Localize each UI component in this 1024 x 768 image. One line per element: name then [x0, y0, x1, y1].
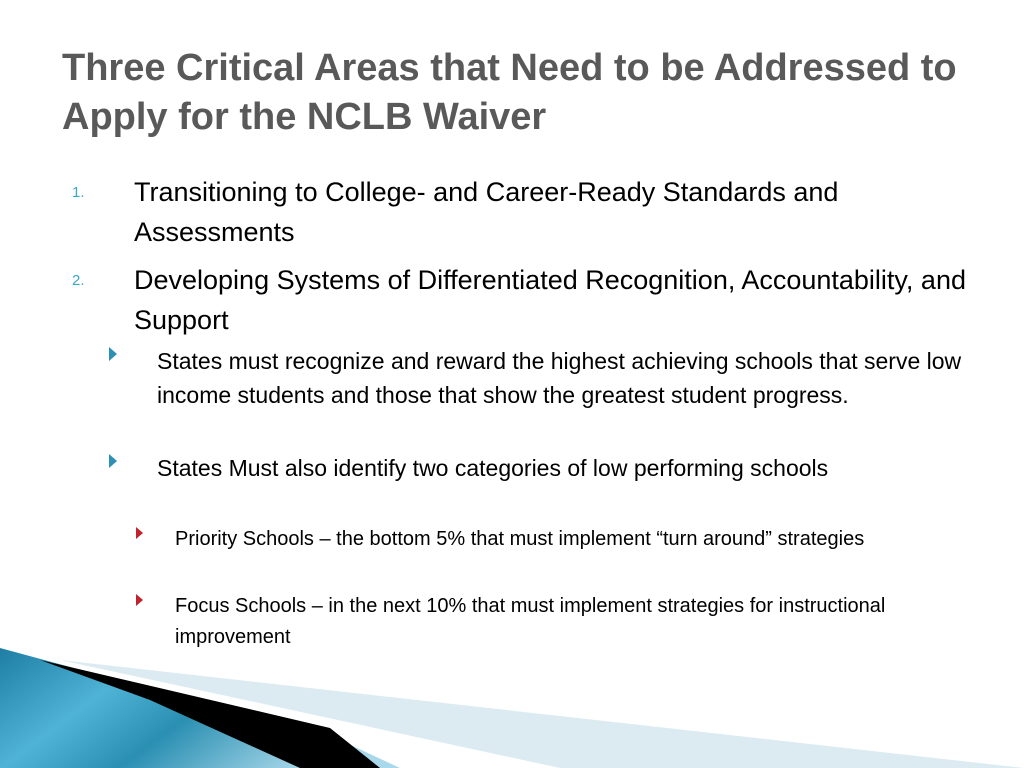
- list-number: 1.: [72, 184, 85, 201]
- list-item-1: [72, 172, 994, 252]
- sub-bullet-recognize: [157, 344, 997, 412]
- arrow-bullet-icon: [109, 347, 117, 361]
- sub-sub-bullet-text: Focus Schools – in the next 10% that must implement strategies for instructional improvement: [175, 595, 886, 648]
- arrow-bullet-icon: [136, 527, 143, 539]
- corner-black-stripe: [40, 660, 380, 768]
- sub-bullet-identify: [157, 451, 997, 485]
- arrow-bullet-icon: [109, 454, 117, 468]
- list-item-text: Developing Systems of Differentiated Recognition, Accountability, and Support: [134, 265, 966, 335]
- arrow-bullet-icon: [136, 594, 143, 606]
- list-number: 2.: [72, 272, 85, 289]
- list-item-2: [72, 260, 994, 340]
- corner-teal-band: [0, 648, 400, 768]
- corner-light-band: [60, 660, 1024, 768]
- sub-bullet-text: States must recognize and reward the highest achieving schools that serve low income students and those that show the greatest student progress.: [157, 348, 962, 408]
- sub-sub-bullet-priority: [175, 524, 975, 555]
- sub-sub-bullet-text: Priority Schools – the bottom 5% that must implement “turn around” strategies: [175, 528, 865, 550]
- sub-sub-bullet-focus: [175, 591, 975, 653]
- sub-bullet-text: States Must also identify two categories of low performing schools: [157, 455, 829, 481]
- list-item-text: Transitioning to College- and Career-Ready Standards and Assessments: [134, 177, 839, 247]
- slide-title: Three Critical Areas that Need to be Addressed to Apply for the NCLB Waiver: [62, 47, 957, 138]
